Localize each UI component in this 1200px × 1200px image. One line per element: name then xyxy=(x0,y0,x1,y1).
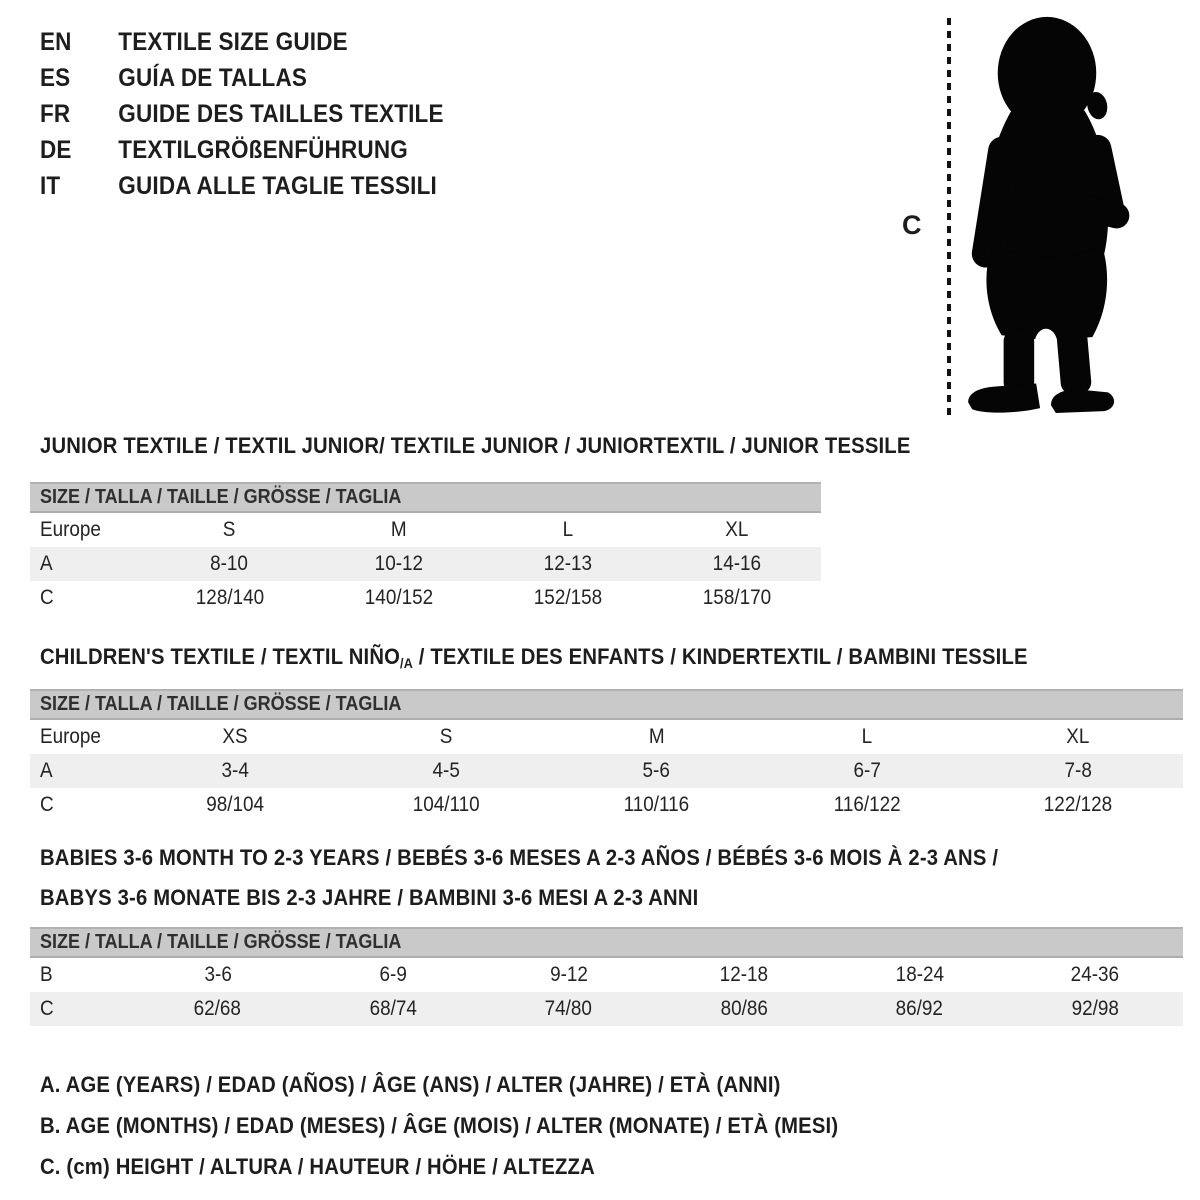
table-cell xyxy=(652,586,821,610)
row-label-text: C xyxy=(40,793,54,816)
row-label-text: C xyxy=(40,997,54,1020)
table-cell xyxy=(306,963,482,987)
table-cell xyxy=(314,552,483,576)
children-title-post: / TEXTILE DES ENFANTS / KINDERTEXTIL / BAMBINI TESSILE xyxy=(412,644,1028,669)
legend-line: A. AGE (YEARS) / EDAD (AÑOS) / ÂGE (ANS) / ALTER (JAHRE) / ETÀ (ANNI) xyxy=(40,1071,781,1097)
language-guide-title: GUIDE DES TAILLES TEXTILE xyxy=(118,99,444,128)
table-cell-text: 80/86 xyxy=(720,997,768,1020)
table-cell-text: 5-6 xyxy=(642,759,671,782)
table-row xyxy=(30,581,821,615)
table-cell xyxy=(972,759,1183,783)
toddler-silhouette xyxy=(952,12,1140,416)
table-cell xyxy=(483,586,652,610)
table-cell xyxy=(341,725,552,749)
table-cell-text: XL xyxy=(1066,725,1090,748)
table-cell xyxy=(551,793,762,817)
section-title-babies-line1: BABIES 3-6 MONTH TO 2-3 YEARS / BEBÉS 3-6 MESES A 2-3 AÑOS / BÉBÉS 3-6 MOIS À 2-3 ANS / xyxy=(40,845,999,870)
table-header-bar xyxy=(30,482,821,513)
table-cell xyxy=(483,518,652,542)
row-label-text: A xyxy=(40,759,53,782)
table-row xyxy=(30,754,1183,788)
language-row xyxy=(40,60,444,96)
table-cell xyxy=(483,552,652,576)
measurement-legend xyxy=(40,1064,908,1187)
table-cell-text: 18-24 xyxy=(895,963,944,986)
table-cell-text: 98/104 xyxy=(206,793,265,816)
table-cell xyxy=(306,997,482,1021)
language-guide-title: TEXTILGRÖßENFÜHRUNG xyxy=(118,135,408,164)
language-row xyxy=(40,96,444,132)
table-cell-text: 116/122 xyxy=(833,793,901,816)
table-cell-text: 128/140 xyxy=(195,586,264,609)
table-cell xyxy=(762,793,973,817)
table-cell-text: 14-16 xyxy=(712,552,761,575)
table-cell-text: 86/92 xyxy=(896,997,944,1020)
table-cell-text: 12-13 xyxy=(543,552,592,575)
language-row xyxy=(40,132,444,168)
table-cell xyxy=(762,725,973,749)
language-guide-title: GUÍA DE TALLAS xyxy=(118,63,308,92)
table-cell xyxy=(657,963,833,987)
table-cell-text: 12-18 xyxy=(720,963,769,986)
table-cell xyxy=(1008,963,1184,987)
table-cell xyxy=(314,586,483,610)
section-title-junior: JUNIOR TEXTILE / TEXTIL JUNIOR/ TEXTILE JUNIOR / JUNIORTEXTIL / JUNIOR TESSILE xyxy=(40,433,911,458)
table-cell-text: 4-5 xyxy=(432,759,460,782)
language-code: ES xyxy=(40,63,71,92)
children-size-table xyxy=(30,689,1183,822)
language-title-list xyxy=(40,24,489,204)
junior-size-table xyxy=(30,482,821,615)
language-row xyxy=(40,168,444,204)
table-header-label: SIZE / TALLA / TAILLE / GRÖSSE / TAGLIA xyxy=(40,693,402,715)
table-cell-text: M xyxy=(648,725,665,748)
table-cell xyxy=(652,552,821,576)
row-label xyxy=(30,552,145,576)
language-code: DE xyxy=(40,135,72,164)
table-header-label: SIZE / TALLA / TAILLE / GRÖSSE / TAGLIA xyxy=(40,931,402,953)
table-cell-text: XL xyxy=(724,518,749,541)
table-cell-text: 9-12 xyxy=(549,963,588,986)
language-row xyxy=(40,24,444,60)
table-header-label: SIZE / TALLA / TAILLE / GRÖSSE / TAGLIA xyxy=(40,486,402,508)
table-cell-text: L xyxy=(861,725,873,748)
table-cell xyxy=(130,963,306,987)
table-cell xyxy=(551,725,762,749)
table-cell-text: 110/116 xyxy=(623,793,690,816)
table-cell xyxy=(657,997,833,1021)
table-cell xyxy=(130,725,341,749)
table-cell-text: 7-8 xyxy=(1064,759,1092,782)
row-label xyxy=(30,586,145,610)
table-header-bar xyxy=(30,927,1183,958)
table-cell-text: 68/74 xyxy=(369,997,417,1020)
table-cell-text: 104/110 xyxy=(412,793,480,816)
table-cell-text: M xyxy=(390,518,407,541)
table-row xyxy=(30,513,821,547)
table-cell-text: 122/128 xyxy=(1043,793,1112,816)
table-cell xyxy=(130,997,306,1021)
table-row xyxy=(30,720,1183,754)
table-row xyxy=(30,992,1183,1026)
row-label xyxy=(30,963,130,987)
table-cell-text: 8-10 xyxy=(210,552,249,575)
table-row xyxy=(30,547,821,581)
table-cell xyxy=(130,793,341,817)
table-cell-text: S xyxy=(223,518,236,541)
table-cell-text: 152/158 xyxy=(533,586,602,609)
language-guide-title: GUIDA ALLE TAGLIE TESSILI xyxy=(118,171,437,200)
table-cell-text: 74/80 xyxy=(545,997,593,1020)
table-cell-text: 10-12 xyxy=(374,552,423,575)
row-label xyxy=(30,997,130,1021)
section-title-babies-line2: BABYS 3-6 MONATE BIS 2-3 JAHRE / BAMBINI 3-6 MESI A 2-3 ANNI xyxy=(40,885,699,910)
language-code: FR xyxy=(40,99,71,128)
table-cell xyxy=(481,963,657,987)
table-cell-text: L xyxy=(562,518,573,541)
table-cell xyxy=(341,793,552,817)
table-cell-text: 62/68 xyxy=(194,997,242,1020)
table-cell xyxy=(652,518,821,542)
table-cell xyxy=(145,552,314,576)
table-row xyxy=(30,788,1183,822)
height-measure-dashed-line xyxy=(947,18,951,418)
table-cell-text: 158/170 xyxy=(702,586,771,609)
table-cell xyxy=(832,963,1008,987)
table-cell-text: 6-7 xyxy=(853,759,881,782)
row-label xyxy=(30,725,130,749)
table-cell-text: 3-6 xyxy=(204,963,232,986)
height-measure-label: C xyxy=(902,210,922,240)
table-cell-text: 3-4 xyxy=(221,759,249,782)
table-row xyxy=(30,958,1183,992)
table-cell xyxy=(130,759,341,783)
table-cell xyxy=(145,586,314,610)
table-cell xyxy=(551,759,762,783)
row-label xyxy=(30,759,130,783)
table-cell-text: 92/98 xyxy=(1071,997,1119,1020)
row-label-text: A xyxy=(40,552,53,575)
language-code: EN xyxy=(40,27,72,56)
table-cell-text: 6-9 xyxy=(379,963,407,986)
table-cell xyxy=(481,997,657,1021)
legend-line: C. (cm) HEIGHT / ALTURA / HAUTEUR / HÖHE / ALTEZZA xyxy=(40,1153,595,1179)
row-label xyxy=(30,518,145,542)
table-cell xyxy=(972,793,1183,817)
table-cell xyxy=(832,997,1008,1021)
row-label xyxy=(30,793,130,817)
row-label-text: Europe xyxy=(40,518,101,541)
table-cell xyxy=(1008,997,1184,1021)
table-cell xyxy=(762,759,973,783)
babies-size-table xyxy=(30,927,1183,1026)
section-title-children xyxy=(40,644,1028,671)
language-guide-title: TEXTILE SIZE GUIDE xyxy=(118,27,348,56)
row-label-text: Europe xyxy=(40,725,101,748)
legend-line: B. AGE (MONTHS) / EDAD (MESES) / ÂGE (MOIS) / ALTER (MONATE) / ETÀ (MESI) xyxy=(40,1112,839,1138)
table-cell xyxy=(972,725,1183,749)
table-cell xyxy=(145,518,314,542)
table-cell-text: S xyxy=(439,725,453,748)
table-cell-text: 140/152 xyxy=(364,586,433,609)
children-title-pre: CHILDREN'S TEXTILE / TEXTIL NIÑO xyxy=(40,644,401,669)
language-code: IT xyxy=(40,171,61,200)
row-label-text: C xyxy=(40,586,54,609)
row-label-text: B xyxy=(40,963,53,986)
table-cell xyxy=(341,759,552,783)
children-title-subscript: /A xyxy=(400,655,413,671)
table-header-bar xyxy=(30,689,1183,720)
table-cell xyxy=(314,518,483,542)
table-cell-text: XS xyxy=(222,725,248,748)
table-cell-text: 24-36 xyxy=(1071,963,1120,986)
